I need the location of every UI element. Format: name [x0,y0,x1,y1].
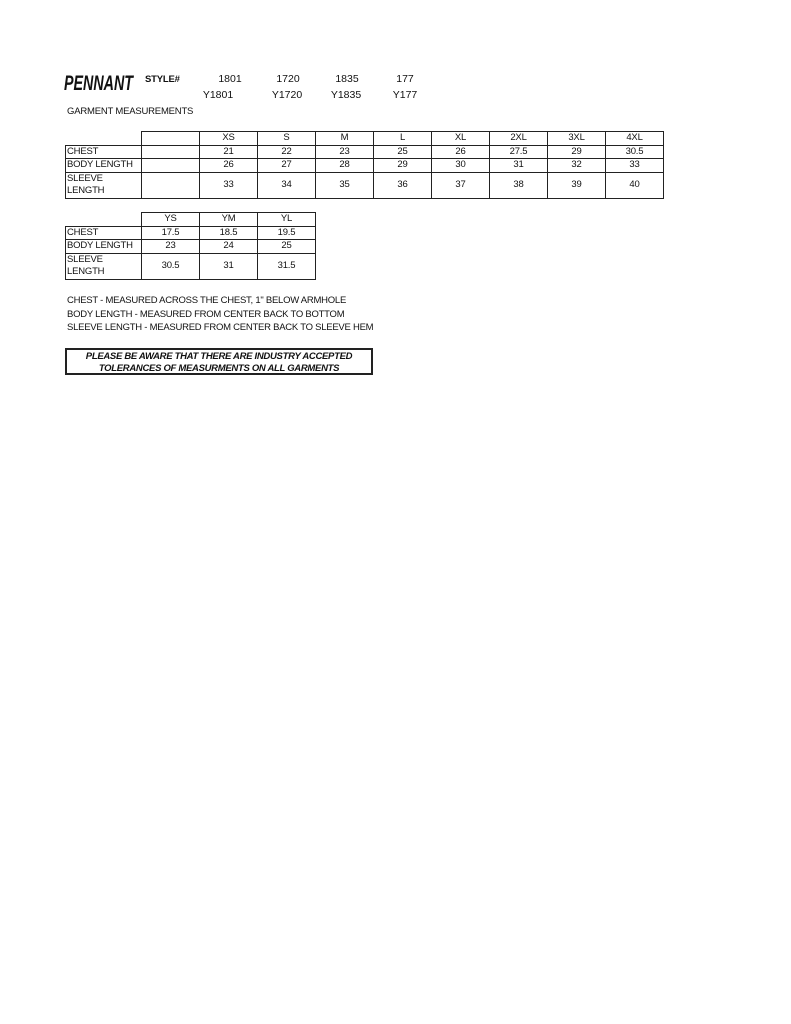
measurement-note: CHEST - MEASURED ACROSS THE CHEST, 1" BELOW ARMHOLE [67,295,347,306]
value-cell: 32 [548,159,606,173]
value-cell: 17.5 [142,226,200,240]
style-number: 1720 [276,73,300,85]
value-cell: 18.5 [200,226,258,240]
value-cell: 38 [490,172,548,198]
size-header: YM [200,213,258,227]
value-cell: 26 [200,159,258,173]
value-cell: 33 [606,159,664,173]
size-header: YS [142,213,200,227]
blank-cell [142,132,200,146]
value-cell: 40 [606,172,664,198]
style-label: STYLE# [145,74,180,85]
size-header: XS [200,132,258,146]
value-cell: 27.5 [490,145,548,159]
row-label: SLEEVE LENGTH [66,253,142,279]
svg-text:PENNANT: PENNANT [64,72,134,95]
blank-cell [142,159,200,173]
value-cell: 25 [258,240,316,254]
value-cell: 23 [142,240,200,254]
value-cell: 30 [432,159,490,173]
warning-text: PLEASE BE AWARE THAT THERE ARE INDUSTRY ACCEPTED [85,351,353,362]
adult-measurement-table [65,131,664,199]
value-cell: 22 [258,145,316,159]
tolerance-warning-box [65,348,373,375]
value-cell: 25 [374,145,432,159]
size-header: M [316,132,374,146]
youth-style-number: Y1720 [271,89,303,101]
table-row [66,253,316,279]
row-label: CHEST [66,145,142,159]
youth-style-number: Y1801 [202,89,234,101]
value-cell: 39 [548,172,606,198]
row-label: BODY LENGTH [66,240,142,254]
value-cell: 19.5 [258,226,316,240]
value-cell: 31.5 [258,253,316,279]
value-cell: 28 [316,159,374,173]
size-header: 3XL [548,132,606,146]
pennant-logo [64,68,134,96]
table-row [66,240,316,254]
value-cell: 31 [490,159,548,173]
size-header: XL [432,132,490,146]
value-cell: 26 [432,145,490,159]
table-row [66,226,316,240]
value-cell: 37 [432,172,490,198]
measurement-note: SLEEVE LENGTH - MEASURED FROM CENTER BACK TO SLEEVE HEM [67,322,374,333]
style-number: 1835 [335,73,359,85]
measurement-note: BODY LENGTH - MEASURED FROM CENTER BACK TO BOTTOM [67,309,345,320]
value-cell: 34 [258,172,316,198]
row-label: SLEEVE LENGTH [66,172,142,198]
value-cell: 35 [316,172,374,198]
warning-text: TOLERANCES OF MEASURMENTS ON ALL GARMENTS [98,363,340,374]
value-cell: 23 [316,145,374,159]
size-header: YL [258,213,316,227]
size-header: S [258,132,316,146]
section-title: GARMENT MEASUREMENTS [67,106,194,117]
value-cell: 36 [374,172,432,198]
youth-style-number: Y177 [392,89,418,101]
size-header: 4XL [606,132,664,146]
youth-style-number: Y1835 [330,89,362,101]
size-header: L [374,132,432,146]
size-header-row [66,213,316,227]
value-cell: 27 [258,159,316,173]
style-number: 177 [396,73,414,85]
value-cell: 21 [200,145,258,159]
table-row [66,145,664,159]
value-cell: 30.5 [606,145,664,159]
style-number: 1801 [218,73,242,85]
table-row [66,172,664,198]
blank-cell [142,172,200,198]
table-row [66,159,664,173]
row-label: BODY LENGTH [66,159,142,173]
row-label: CHEST [66,226,142,240]
value-cell: 30.5 [142,253,200,279]
value-cell: 24 [200,240,258,254]
youth-measurement-table [65,212,316,280]
value-cell: 31 [200,253,258,279]
size-header-row [66,132,664,146]
blank-cell [142,145,200,159]
value-cell: 33 [200,172,258,198]
value-cell: 29 [548,145,606,159]
size-header: 2XL [490,132,548,146]
value-cell: 29 [374,159,432,173]
